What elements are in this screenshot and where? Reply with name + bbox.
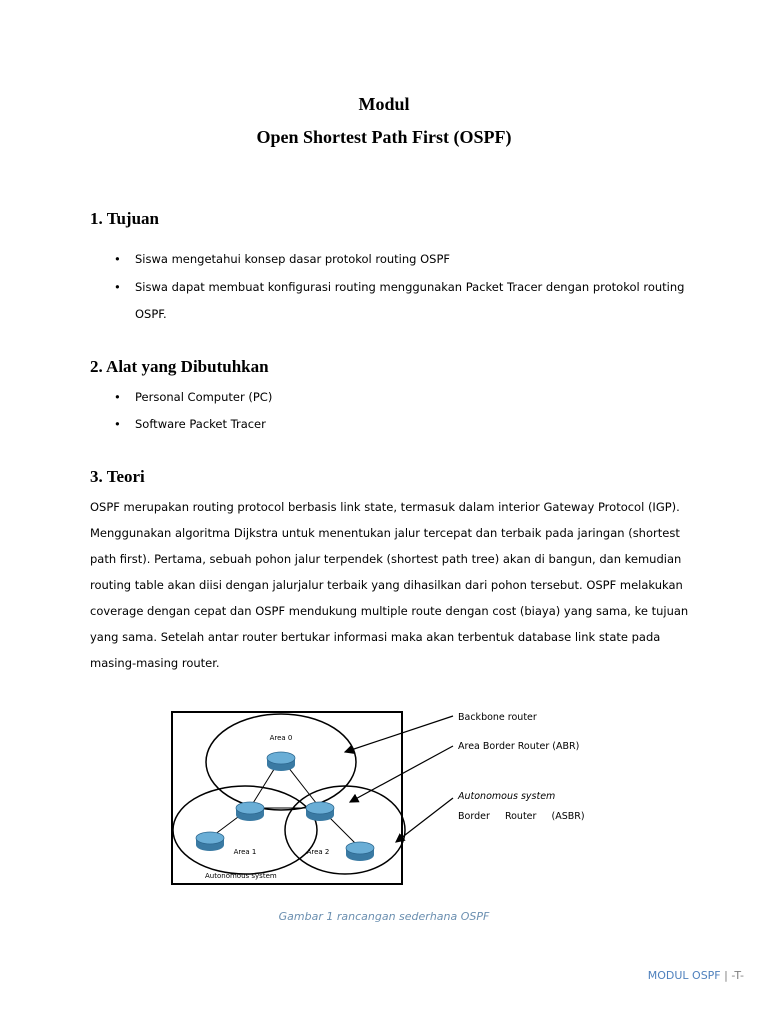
paragraph-line: Menggunakan algoritma Dijkstra untuk menentukan jalur tercepat dan terbaik pada jaringan (shortest: [90, 526, 680, 540]
paragraph-line: coverage dengan cepat dan OSPF mendukung multiple route dengan cost (biaya) yang sama, ke tujuan: [90, 604, 689, 618]
arrow-line: [345, 716, 453, 752]
paragraph-line: OSPF merupakan routing protocol berbasis link state, termasuk dalam interior Gateway Protocol (IGP).: [90, 500, 680, 514]
footer-label: MODUL OSPF: [647, 969, 721, 982]
page-number: -T-: [731, 969, 744, 982]
document-title: Open Shortest Path First (OSPF): [256, 127, 512, 147]
heading-alat: 2. Alat yang Dibutuhkan: [90, 357, 269, 376]
bullet-icon: •: [114, 280, 121, 294]
module-label: Modul: [358, 94, 410, 114]
router-icon: [196, 832, 224, 851]
bullet-icon: •: [114, 417, 121, 431]
bullet-icon: •: [114, 252, 121, 266]
list-item-text: Siswa mengetahui konsep dasar protokol routing OSPF: [135, 252, 451, 266]
area-0-label: Area 0: [269, 734, 293, 742]
list-item-text: OSPF.: [135, 307, 167, 321]
list-item-text: Siswa dapat membuat konfigurasi routing menggunakan Packet Tracer dengan protokol routing: [135, 280, 685, 294]
router-icon: [346, 842, 374, 861]
list-item-text: Software Packet Tracer: [135, 417, 266, 431]
arrow-line: [396, 798, 453, 842]
autonomous-system-inner-label: Autonomous system: [205, 872, 277, 880]
paragraph-line: masing-masing router.: [90, 656, 220, 670]
bullet-icon: •: [114, 390, 121, 404]
router-icon: [267, 752, 295, 771]
heading-teori: 3. Teori: [90, 467, 145, 486]
area-1-label: Area 1: [233, 848, 257, 856]
autonomous-system-side-label: Autonomous system: [458, 791, 556, 802]
area-2-label: Area 2: [306, 848, 330, 856]
router-icon: [306, 802, 334, 821]
figure-caption: Gambar 1 rancangan sederhana OSPF: [278, 910, 490, 923]
footer-separator: |: [724, 969, 728, 982]
asbr-label: Border Router (ASBR): [458, 811, 585, 822]
router-icon: [236, 802, 264, 821]
abr-label: Area Border Router (ABR): [458, 741, 580, 752]
paragraph-line: yang sama. Setelah antar router bertukar informasi maka akan terbentuk database link state pada: [90, 630, 661, 644]
area-2-circle: [285, 786, 405, 874]
backbone-router-label: Backbone router: [458, 712, 537, 723]
list-item-text: Personal Computer (PC): [135, 390, 273, 404]
page-footer: [648, 969, 744, 982]
area-1-circle: [173, 786, 317, 874]
paragraph-line: path first). Pertama, sebuah pohon jalur terpendek (shortest path tree) akan di bangun, dan kemudian: [90, 552, 682, 566]
heading-tujuan: 1. Tujuan: [90, 209, 159, 228]
paragraph-line: routing table akan diisi dengan jalurjalur terbaik yang dihasilkan dari pohon tersebut. OSPF melakukan: [90, 578, 683, 592]
ospf-diagram: [160, 690, 600, 890]
